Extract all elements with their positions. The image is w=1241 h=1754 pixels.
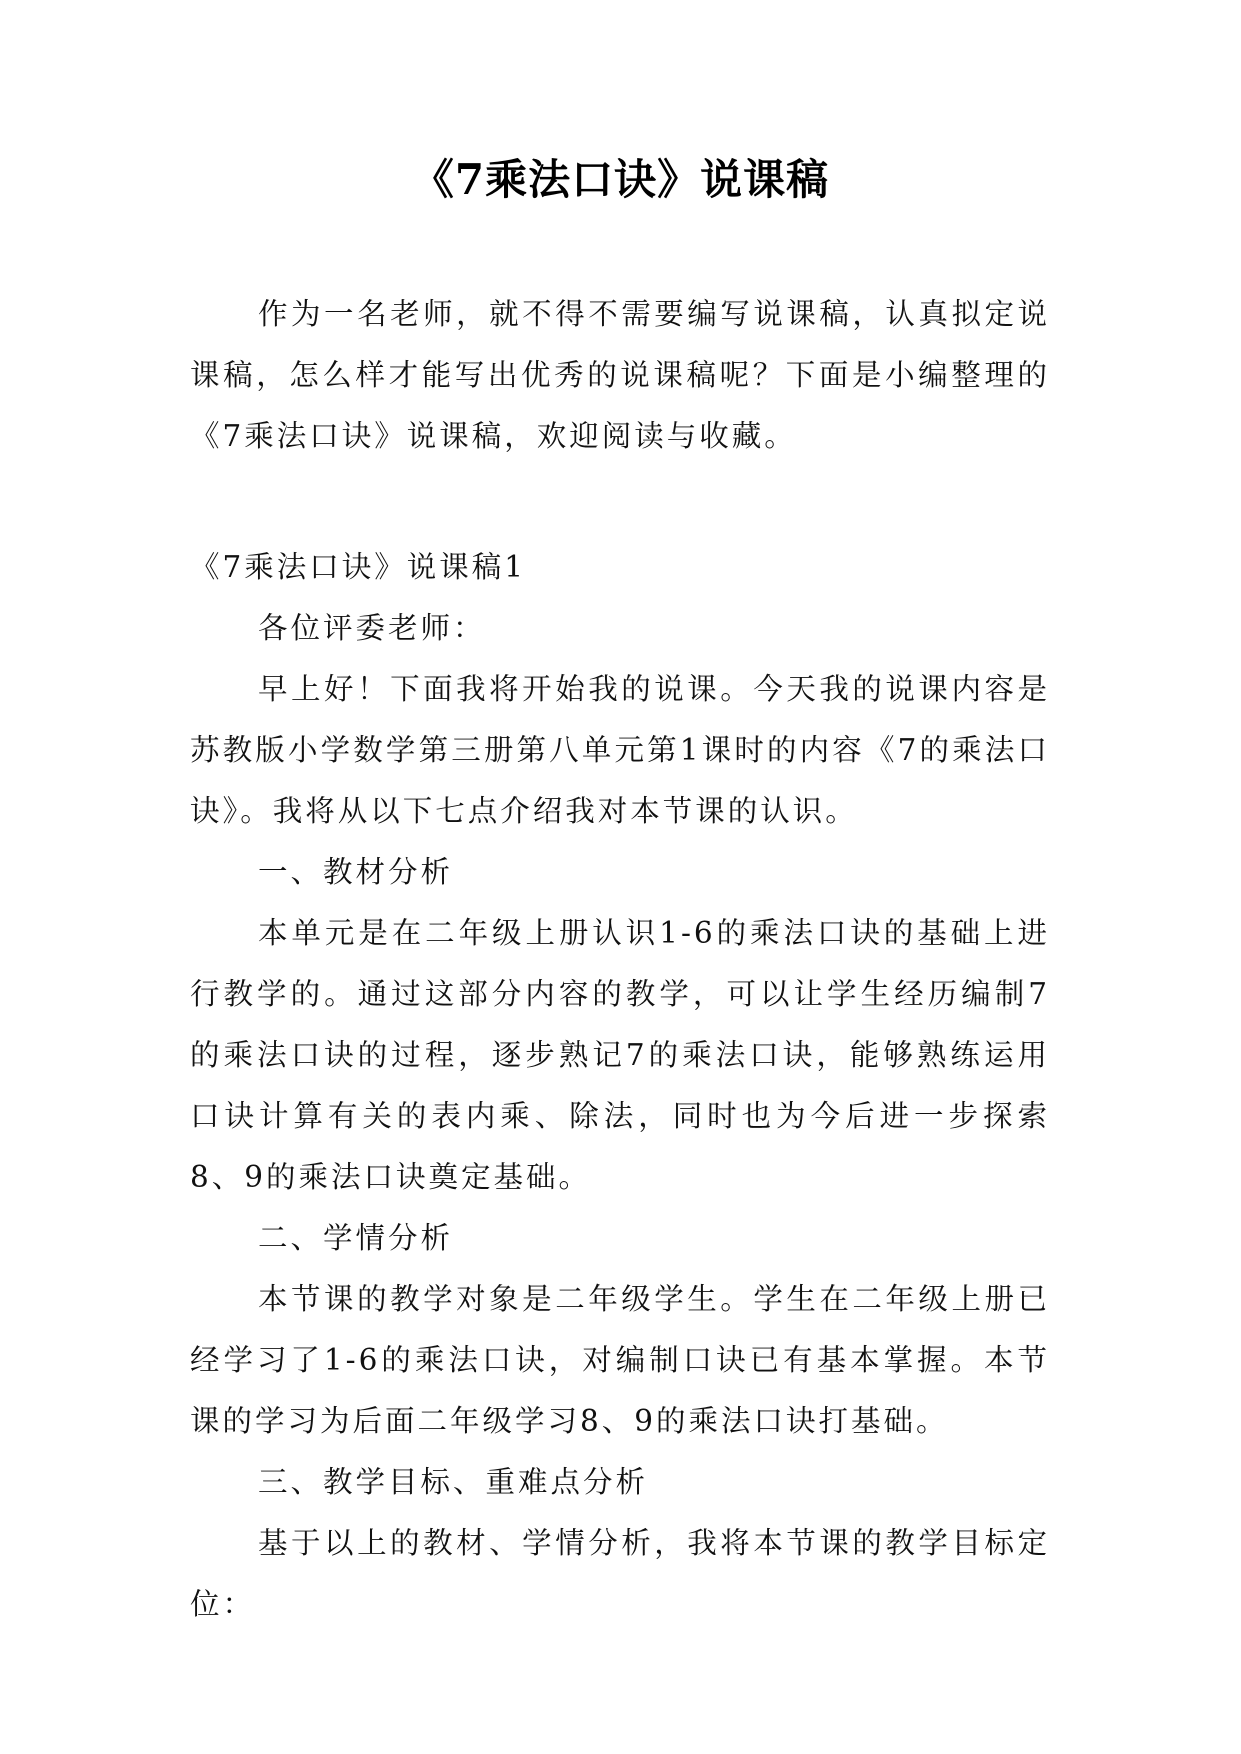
document-title: 《7乘法口诀》说课稿	[411, 155, 830, 204]
heading-learner-analysis: 二、学情分析	[258, 1221, 454, 1255]
teaching-goals-paragraph: 基于以上的教材、学情分析，我将本节课的教学目标定位：	[190, 1526, 1050, 1621]
learner-analysis-paragraph: 本节课的教学对象是二年级学生。学生在二年级上册已经学习了1-6的乘法口诀，对编制口诀已有基本掌握。本节课的学习为后面二年级学习8、9的乘法口诀打基础。	[190, 1282, 1050, 1438]
document-body	[190, 284, 1050, 1635]
opening-paragraph: 早上好！下面我将开始我的说课。今天我的说课内容是苏教版小学数学第三册第八单元第1课时的内容《7的乘法口诀》。我将从以下七点介绍我对本节课的认识。	[190, 672, 1050, 828]
paragraph-gap	[190, 467, 1050, 537]
heading-textbook-analysis: 一、教材分析	[258, 855, 454, 889]
section-title: 《7乘法口诀》说课稿1	[190, 550, 527, 584]
heading-teaching-goals: 三、教学目标、重难点分析	[258, 1465, 649, 1499]
textbook-analysis-paragraph: 本单元是在二年级上册认识1-6的乘法口诀的基础上进行教学的。通过这部分内容的教学，可以让学生经历编制7的乘法口诀的过程，逐步熟记7的乘法口诀，能够熟练运用口诀计算有关的表内乘、除法，同时也为今后进一步探索8、9的乘法口诀奠定基础。	[190, 916, 1050, 1194]
intro-paragraph: 作为一名老师，就不得不需要编写说课稿，认真拟定说课稿，怎么样才能写出优秀的说课稿呢？下面是小编整理的《7乘法口诀》说课稿，欢迎阅读与收藏。	[190, 297, 1050, 453]
salutation-paragraph: 各位评委老师：	[258, 611, 486, 645]
